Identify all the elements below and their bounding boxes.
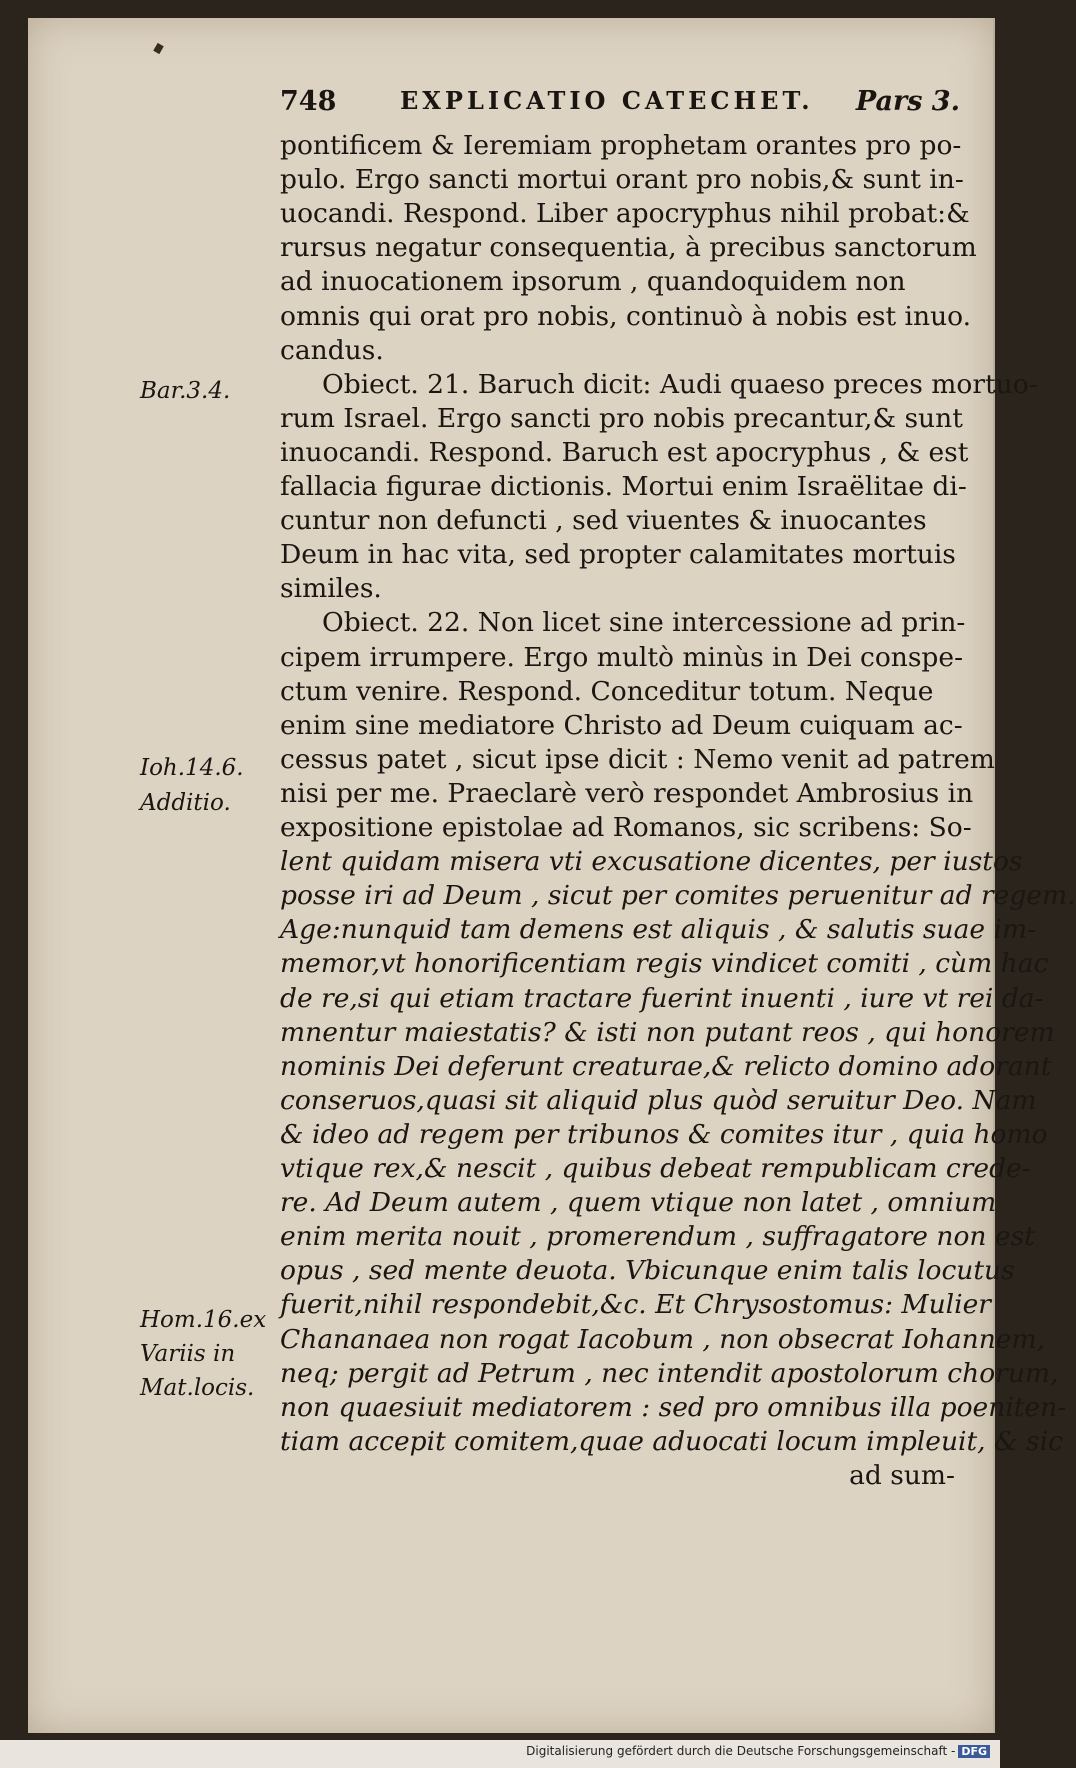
text-line: vtique rex,& nescit , quibus debeat rempublicam crede- (280, 1153, 1031, 1184)
text-line: inuocandi. Respond. Baruch est apocryphus , & est (280, 437, 969, 468)
text-line: opus , sed mente deuota. Vbicunque enim talis locutus (280, 1255, 1015, 1286)
margin-note: Ioh.14.6. (140, 755, 244, 781)
text-line: ad inuocationem ipsorum , quandoquidem non (280, 266, 906, 297)
text-line: re. Ad Deum autem , quem vtique non latet , omnium (280, 1187, 997, 1218)
margin-note: Hom.16.ex (140, 1307, 267, 1333)
running-header (280, 86, 960, 126)
text-line: rursus negatur consequentia, à precibus sanctorum (280, 232, 977, 263)
margin-note: Additio. (140, 790, 231, 816)
text-line: posse iri ad Deum , sicut per comites peruenitur ad regem. (280, 880, 1076, 911)
text-line: fuerit,nihil respondebit,&c. Et Chrysostomus: Mulier (280, 1289, 991, 1320)
text-line: rum Israel. Ergo sancti pro nobis precantur,& sunt (280, 403, 963, 434)
footer-credit (526, 1744, 990, 1758)
text-line: Obiect. 21. Baruch dicit: Audi quaeso preces mortuo- (322, 369, 1038, 400)
page-number: 748 (280, 86, 337, 117)
text-line: pontificem & Ieremiam prophetam orantes pro po- (280, 130, 962, 161)
margin-note: Bar.3.4. (140, 378, 231, 404)
text-line: Chananaea non rogat Iacobum , non obsecrat Iohannem, (280, 1324, 1045, 1355)
footer-credit-text: Digitalisierung gefördert durch die Deutsche Forschungsgemeinschaft - (526, 1744, 956, 1758)
text-line: ctum venire. Respond. Conceditur totum. Neque (280, 676, 934, 707)
text-line: tiam accepit comitem,quae aduocati locum impleuit, & sic (280, 1426, 1063, 1457)
text-line: non quaesiuit mediatorem : sed pro omnibus illa poeniten- (280, 1392, 1067, 1423)
text-line: uocandi. Respond. Liber apocryphus nihil probat:& (280, 198, 970, 229)
text-line: neq; pergit ad Petrum , nec intendit apostolorum chorum, (280, 1358, 1059, 1389)
text-line: pulo. Ergo sancti mortui orant pro nobis,& sunt in- (280, 164, 964, 195)
text-line: expositione epistolae ad Romanos, sic scribens: So- (280, 812, 972, 843)
text-line: enim merita nouit , promerendum , suffragatore non est (280, 1221, 1035, 1252)
text-line: cuntur non defuncti , sed viuentes & inuocantes (280, 505, 927, 536)
running-title: EXPLICATIO CATECHET. (400, 86, 814, 115)
text-line: Deum in hac vita, sed propter calamitates mortuis (280, 539, 956, 570)
text-line: & ideo ad regem per tribunos & comites itur , quia homo (280, 1119, 1048, 1150)
text-line: enim sine mediatore Christo ad Deum cuiquam ac- (280, 710, 963, 741)
footer-bar (0, 1740, 1000, 1768)
text-line: memor,vt honorificentiam regis vindicet comiti , cùm hac (280, 948, 1049, 979)
text-line: ad sum- (849, 1460, 955, 1491)
text-line: cessus patet , sicut ipse dicit : Nemo venit ad patrem (280, 744, 995, 775)
text-line: cipem irrumpere. Ergo multò minùs in Dei conspe- (280, 642, 964, 673)
text-line: candus. (280, 335, 384, 366)
text-line: similes. (280, 573, 382, 604)
dfg-logo: DFG (958, 1745, 990, 1758)
text-line: Age:nunquid tam demens est aliquis , & salutis suae im- (280, 914, 1037, 945)
text-line: Obiect. 22. Non licet sine intercessione ad prin- (322, 607, 966, 638)
margin-note: Variis in (140, 1341, 236, 1367)
text-line: omnis qui orat pro nobis, continuò à nobis est inuo. (280, 301, 972, 332)
text-line: lent quidam misera vti excusatione dicentes, per iustos (280, 846, 1023, 877)
text-line: de re,si qui etiam tractare fuerint inuenti , iure vt rei da- (280, 983, 1044, 1014)
text-line: conseruos,quasi sit aliquid plus quòd seruitur Deo. Nam (280, 1085, 1037, 1116)
text-line: mnentur maiestatis? & isti non putant reos , qui honorem (280, 1017, 1055, 1048)
margin-note: Mat.locis. (140, 1375, 255, 1401)
part-label: Pars 3. (855, 86, 960, 117)
text-line: nominis Dei deferunt creaturae,& relicto domino adorant (280, 1051, 1052, 1082)
text-line: nisi per me. Praeclarè verò respondet Ambrosius in (280, 778, 974, 809)
text-line: fallacia figurae dictionis. Mortui enim Israëlitae di- (280, 471, 967, 502)
